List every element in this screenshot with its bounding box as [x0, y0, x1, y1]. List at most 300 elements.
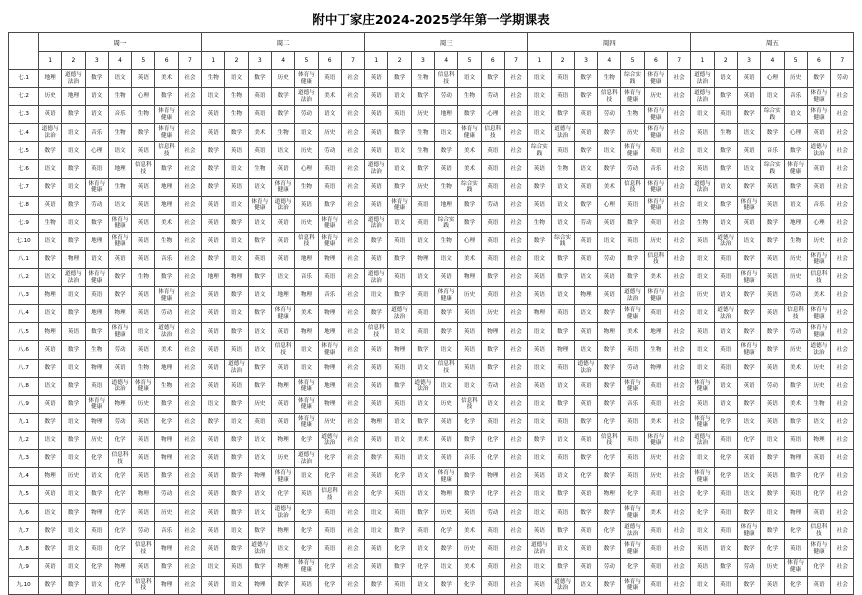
period-header: 7	[831, 52, 854, 70]
subject-cell: 语文	[202, 88, 225, 106]
subject-cell: 社会	[504, 540, 527, 558]
subject-cell: 美术	[644, 269, 667, 287]
subject-cell: 生物	[132, 359, 155, 377]
subject-cell: 语文	[528, 70, 551, 88]
subject-cell: 数学	[784, 377, 807, 395]
subject-cell: 英语	[365, 196, 388, 214]
subject-cell: 历史	[85, 431, 108, 449]
subject-cell: 英语	[132, 431, 155, 449]
subject-cell: 社会	[668, 178, 691, 196]
subject-cell: 语文	[598, 142, 621, 160]
subject-cell: 英语	[318, 70, 341, 88]
subject-cell: 英语	[714, 522, 737, 540]
subject-cell: 社会	[668, 232, 691, 250]
subject-cell: 英语	[807, 504, 830, 522]
table-row	[9, 250, 854, 268]
subject-cell: 语文	[528, 124, 551, 142]
subject-cell: 物理	[481, 468, 504, 486]
subject-cell: 英语	[39, 341, 62, 359]
period-header: 2	[551, 52, 574, 70]
subject-cell: 音乐	[295, 269, 318, 287]
subject-cell: 数学	[737, 576, 760, 594]
subject-cell: 体育与健康	[85, 395, 108, 413]
subject-cell: 生物	[39, 214, 62, 232]
subject-cell: 语文	[225, 413, 248, 431]
subject-cell: 英语	[388, 232, 411, 250]
subject-cell: 语文	[458, 70, 481, 88]
subject-cell: 英语	[784, 486, 807, 504]
subject-cell: 数学	[528, 431, 551, 449]
subject-cell: 英语	[621, 449, 644, 467]
subject-cell: 语文	[39, 504, 62, 522]
subject-cell: 体育与健康	[807, 540, 830, 558]
subject-cell: 数学	[481, 341, 504, 359]
subject-cell: 英语	[225, 558, 248, 576]
subject-cell: 信息科技	[598, 88, 621, 106]
subject-cell: 英语	[574, 124, 597, 142]
subject-cell: 语文	[62, 413, 85, 431]
subject-cell: 信息科技	[271, 341, 294, 359]
subject-cell: 社会	[504, 269, 527, 287]
subject-cell: 数学	[155, 88, 178, 106]
subject-cell: 英语	[202, 359, 225, 377]
subject-cell: 历史	[458, 287, 481, 305]
subject-cell: 社会	[341, 522, 364, 540]
table-row	[9, 106, 854, 124]
subject-cell: 历史	[644, 88, 667, 106]
subject-cell: 社会	[341, 88, 364, 106]
subject-cell: 化学	[598, 522, 621, 540]
subject-cell: 英语	[714, 486, 737, 504]
class-name: 七.9	[9, 214, 39, 232]
subject-cell: 音乐	[621, 395, 644, 413]
subject-cell: 劳动	[598, 250, 621, 268]
subject-cell: 语文	[691, 576, 714, 594]
period-header: 5	[458, 52, 481, 70]
subject-cell: 英语	[574, 540, 597, 558]
subject-cell: 数学	[202, 142, 225, 160]
subject-cell: 英语	[714, 341, 737, 359]
subject-cell: 语文	[714, 178, 737, 196]
subject-cell: 社会	[341, 178, 364, 196]
period-header: 1	[691, 52, 714, 70]
subject-cell: 数学	[225, 124, 248, 142]
subject-cell: 生物	[225, 106, 248, 124]
subject-cell: 历史	[458, 540, 481, 558]
subject-cell: 社会	[831, 341, 854, 359]
subject-cell: 英语	[295, 486, 318, 504]
subject-cell: 数学	[365, 576, 388, 594]
subject-cell: 道德与法治	[807, 142, 830, 160]
subject-cell: 语文	[295, 468, 318, 486]
subject-cell: 英语	[132, 232, 155, 250]
subject-cell: 物理	[528, 305, 551, 323]
subject-cell: 化学	[737, 431, 760, 449]
period-header: 1	[202, 52, 225, 70]
subject-cell: 数学	[225, 395, 248, 413]
subject-cell: 语文	[574, 305, 597, 323]
subject-cell: 英语	[574, 106, 597, 124]
subject-cell: 语文	[108, 196, 131, 214]
subject-cell: 综合实践	[435, 214, 458, 232]
period-header: 2	[225, 52, 248, 70]
subject-cell: 数学	[202, 178, 225, 196]
subject-cell: 数学	[737, 178, 760, 196]
subject-cell: 体育与健康	[132, 377, 155, 395]
subject-cell: 劳动	[108, 413, 131, 431]
subject-cell: 英语	[271, 160, 294, 178]
subject-cell: 数学	[62, 160, 85, 178]
subject-cell: 体育与健康	[295, 70, 318, 88]
subject-cell: 英语	[691, 124, 714, 142]
subject-cell: 英语	[411, 214, 434, 232]
table-row	[9, 359, 854, 377]
subject-cell: 心理	[85, 142, 108, 160]
table-row	[9, 431, 854, 449]
subject-cell: 数学	[248, 558, 271, 576]
table-row	[9, 486, 854, 504]
subject-cell: 化学	[108, 576, 131, 594]
subject-cell: 社会	[831, 395, 854, 413]
subject-cell: 心理	[481, 106, 504, 124]
subject-cell: 物理	[155, 540, 178, 558]
subject-cell: 数学	[62, 576, 85, 594]
subject-cell: 数学	[435, 142, 458, 160]
subject-cell: 生物	[271, 124, 294, 142]
subject-cell: 化学	[388, 540, 411, 558]
subject-cell: 地理	[155, 196, 178, 214]
subject-cell: 社会	[668, 486, 691, 504]
subject-cell: 物理	[458, 269, 481, 287]
subject-cell: 英语	[481, 540, 504, 558]
subject-cell: 体育与健康	[807, 305, 830, 323]
subject-cell: 化学	[388, 468, 411, 486]
subject-cell: 英语	[225, 341, 248, 359]
subject-cell: 英语	[248, 413, 271, 431]
subject-cell: 社会	[178, 196, 201, 214]
subject-cell: 英语	[714, 576, 737, 594]
subject-cell: 数学	[62, 232, 85, 250]
table-row	[9, 558, 854, 576]
subject-cell: 语文	[691, 269, 714, 287]
subject-cell: 数学	[225, 214, 248, 232]
subject-cell: 物理	[155, 576, 178, 594]
subject-cell: 化学	[574, 468, 597, 486]
subject-cell: 道德与法治	[621, 287, 644, 305]
subject-cell: 物理	[784, 504, 807, 522]
subject-cell: 英语	[737, 377, 760, 395]
subject-cell: 社会	[668, 160, 691, 178]
class-name: 九.9	[9, 558, 39, 576]
subject-cell: 历史	[295, 214, 318, 232]
subject-cell: 英语	[574, 250, 597, 268]
subject-cell: 数学	[714, 88, 737, 106]
subject-cell: 社会	[178, 160, 201, 178]
subject-cell: 英语	[551, 449, 574, 467]
subject-cell: 英语	[598, 269, 621, 287]
subject-cell: 化学	[481, 449, 504, 467]
subject-cell: 英语	[271, 232, 294, 250]
subject-cell: 英语	[714, 504, 737, 522]
subject-cell: 语文	[574, 160, 597, 178]
table-row	[9, 395, 854, 413]
subject-cell: 语文	[271, 142, 294, 160]
subject-cell: 社会	[668, 305, 691, 323]
subject-cell: 劳动	[155, 305, 178, 323]
table-row	[9, 576, 854, 594]
subject-cell: 英语	[85, 540, 108, 558]
subject-cell: 数学	[248, 305, 271, 323]
period-header: 7	[341, 52, 364, 70]
subject-cell: 化学	[318, 558, 341, 576]
subject-cell: 英语	[132, 70, 155, 88]
subject-cell: 英语	[528, 160, 551, 178]
subject-cell: 英语	[574, 558, 597, 576]
subject-cell: 语文	[598, 232, 621, 250]
subject-cell: 社会	[668, 522, 691, 540]
subject-cell: 社会	[831, 558, 854, 576]
subject-cell: 数学	[39, 250, 62, 268]
subject-cell: 历史	[761, 558, 784, 576]
subject-cell: 物理	[108, 395, 131, 413]
subject-cell: 社会	[831, 504, 854, 522]
subject-cell: 物理	[155, 431, 178, 449]
subject-cell: 语文	[737, 160, 760, 178]
subject-cell: 社会	[831, 178, 854, 196]
subject-cell: 美术	[784, 359, 807, 377]
subject-cell: 英语	[365, 341, 388, 359]
subject-cell: 物理	[271, 558, 294, 576]
subject-cell: 语文	[248, 449, 271, 467]
subject-cell: 体育与健康	[108, 214, 131, 232]
subject-cell: 物理	[155, 449, 178, 467]
subject-cell: 综合实践	[458, 178, 481, 196]
subject-cell: 英语	[574, 522, 597, 540]
subject-cell: 英语	[411, 196, 434, 214]
timetable-header	[9, 33, 854, 70]
subject-cell: 语文	[737, 413, 760, 431]
subject-cell: 历史	[784, 250, 807, 268]
subject-cell: 历史	[435, 395, 458, 413]
subject-cell: 体育与健康	[271, 305, 294, 323]
subject-cell: 生物	[411, 70, 434, 88]
subject-cell: 语文	[411, 269, 434, 287]
subject-cell: 语文	[388, 214, 411, 232]
subject-cell: 数学	[85, 70, 108, 88]
subject-cell: 历史	[155, 504, 178, 522]
subject-cell: 化学	[784, 522, 807, 540]
subject-cell: 英语	[225, 377, 248, 395]
subject-cell: 数学	[574, 413, 597, 431]
subject-cell: 体育与健康	[271, 178, 294, 196]
period-header: 6	[644, 52, 667, 70]
subject-cell: 数学	[784, 178, 807, 196]
subject-cell: 英语	[737, 88, 760, 106]
subject-cell: 化学	[411, 558, 434, 576]
subject-cell: 化学	[318, 468, 341, 486]
period-header: 2	[62, 52, 85, 70]
table-row	[9, 160, 854, 178]
subject-cell: 道德与法治	[551, 124, 574, 142]
subject-cell: 语文	[85, 106, 108, 124]
subject-cell: 数学	[85, 323, 108, 341]
subject-cell: 英语	[365, 88, 388, 106]
subject-cell: 化学	[108, 486, 131, 504]
subject-cell: 社会	[831, 214, 854, 232]
subject-cell: 化学	[295, 522, 318, 540]
period-header: 5	[295, 52, 318, 70]
subject-cell: 美术	[458, 160, 481, 178]
period-header: 2	[388, 52, 411, 70]
subject-cell: 劳动	[761, 377, 784, 395]
subject-cell: 劳动	[481, 196, 504, 214]
subject-cell: 数学	[62, 431, 85, 449]
period-header: 3	[85, 52, 108, 70]
subject-cell: 体育与健康	[155, 106, 178, 124]
subject-cell: 语文	[39, 377, 62, 395]
subject-cell: 英语	[85, 160, 108, 178]
subject-cell: 英语	[574, 395, 597, 413]
subject-cell: 英语	[318, 540, 341, 558]
day-header: 周四	[528, 33, 691, 52]
subject-cell: 心理	[761, 70, 784, 88]
subject-cell: 综合实践	[551, 232, 574, 250]
class-name: 八.9	[9, 395, 39, 413]
subject-cell: 劳动	[435, 88, 458, 106]
table-row	[9, 341, 854, 359]
class-name: 八.3	[9, 287, 39, 305]
subject-cell: 社会	[668, 558, 691, 576]
subject-cell: 英语	[644, 558, 667, 576]
subject-cell: 社会	[504, 232, 527, 250]
subject-cell: 体育与健康	[807, 323, 830, 341]
table-row	[9, 504, 854, 522]
subject-cell: 英语	[411, 287, 434, 305]
subject-cell: 语文	[691, 106, 714, 124]
subject-cell: 社会	[178, 449, 201, 467]
subject-cell: 社会	[178, 486, 201, 504]
subject-cell: 劳动	[481, 504, 504, 522]
subject-cell: 劳动	[318, 142, 341, 160]
subject-cell: 音乐	[761, 142, 784, 160]
subject-cell: 社会	[831, 449, 854, 467]
table-row	[9, 269, 854, 287]
subject-cell: 社会	[178, 106, 201, 124]
subject-cell: 社会	[668, 196, 691, 214]
subject-cell: 美术	[458, 522, 481, 540]
subject-cell: 语文	[551, 468, 574, 486]
subject-cell: 语文	[411, 576, 434, 594]
subject-cell: 数学	[481, 359, 504, 377]
subject-cell: 英语	[295, 196, 318, 214]
subject-cell: 数学	[458, 196, 481, 214]
subject-cell: 社会	[831, 232, 854, 250]
subject-cell: 地理	[85, 305, 108, 323]
subject-cell: 数学	[271, 576, 294, 594]
subject-cell: 体育与健康	[318, 214, 341, 232]
subject-cell: 语文	[435, 377, 458, 395]
subject-cell: 道德与法治	[62, 70, 85, 88]
subject-cell: 物理	[644, 359, 667, 377]
subject-cell: 社会	[831, 106, 854, 124]
subject-cell: 物理	[225, 269, 248, 287]
subject-cell: 化学	[85, 449, 108, 467]
subject-cell: 社会	[341, 431, 364, 449]
subject-cell: 体育与健康	[621, 504, 644, 522]
subject-cell: 语文	[225, 70, 248, 88]
subject-cell: 英语	[85, 377, 108, 395]
subject-cell: 社会	[831, 269, 854, 287]
subject-cell: 体育与健康	[295, 558, 318, 576]
subject-cell: 数学	[761, 341, 784, 359]
subject-cell: 语文	[528, 106, 551, 124]
subject-cell: 数学	[598, 160, 621, 178]
subject-cell: 社会	[178, 413, 201, 431]
period-header-row	[9, 52, 854, 70]
subject-cell: 语文	[225, 250, 248, 268]
subject-cell: 数学	[714, 160, 737, 178]
subject-cell: 英语	[621, 468, 644, 486]
subject-cell: 英语	[574, 178, 597, 196]
subject-cell: 信息科技	[481, 124, 504, 142]
subject-cell: 劳动	[108, 341, 131, 359]
subject-cell: 数学	[202, 160, 225, 178]
subject-cell: 化学	[807, 468, 830, 486]
subject-cell: 英语	[574, 377, 597, 395]
subject-cell: 美术	[458, 558, 481, 576]
subject-cell: 语文	[737, 468, 760, 486]
subject-cell: 道德与法治	[551, 576, 574, 594]
table-row	[9, 377, 854, 395]
subject-cell: 数学	[761, 232, 784, 250]
subject-cell: 英语	[574, 232, 597, 250]
subject-cell: 数学	[598, 124, 621, 142]
subject-cell: 语文	[248, 214, 271, 232]
subject-cell: 数学	[598, 305, 621, 323]
subject-cell: 数学	[807, 70, 830, 88]
class-name: 九.4	[9, 468, 39, 486]
subject-cell: 社会	[504, 106, 527, 124]
subject-cell: 英语	[132, 305, 155, 323]
subject-cell: 社会	[668, 576, 691, 594]
subject-cell: 数学	[761, 522, 784, 540]
subject-cell: 物理	[318, 305, 341, 323]
subject-cell: 英语	[761, 305, 784, 323]
subject-cell: 信息科技	[132, 160, 155, 178]
subject-cell: 语文	[365, 504, 388, 522]
subject-cell: 数学	[737, 106, 760, 124]
subject-cell: 劳动	[621, 160, 644, 178]
subject-cell: 英语	[761, 178, 784, 196]
subject-cell: 英语	[271, 359, 294, 377]
subject-cell: 数学	[155, 558, 178, 576]
subject-cell: 数学	[39, 449, 62, 467]
subject-cell: 综合实践	[761, 160, 784, 178]
subject-cell: 数学	[737, 323, 760, 341]
subject-cell: 社会	[831, 576, 854, 594]
subject-cell: 信息科技	[458, 395, 481, 413]
subject-cell: 数学	[784, 468, 807, 486]
subject-cell: 道德与法治	[108, 377, 131, 395]
subject-cell: 语文	[108, 142, 131, 160]
subject-cell: 社会	[178, 305, 201, 323]
subject-cell: 社会	[504, 377, 527, 395]
subject-cell: 社会	[668, 250, 691, 268]
table-row	[9, 449, 854, 467]
subject-cell: 英语	[481, 558, 504, 576]
subject-cell: 数学	[62, 504, 85, 522]
subject-cell: 英语	[528, 196, 551, 214]
